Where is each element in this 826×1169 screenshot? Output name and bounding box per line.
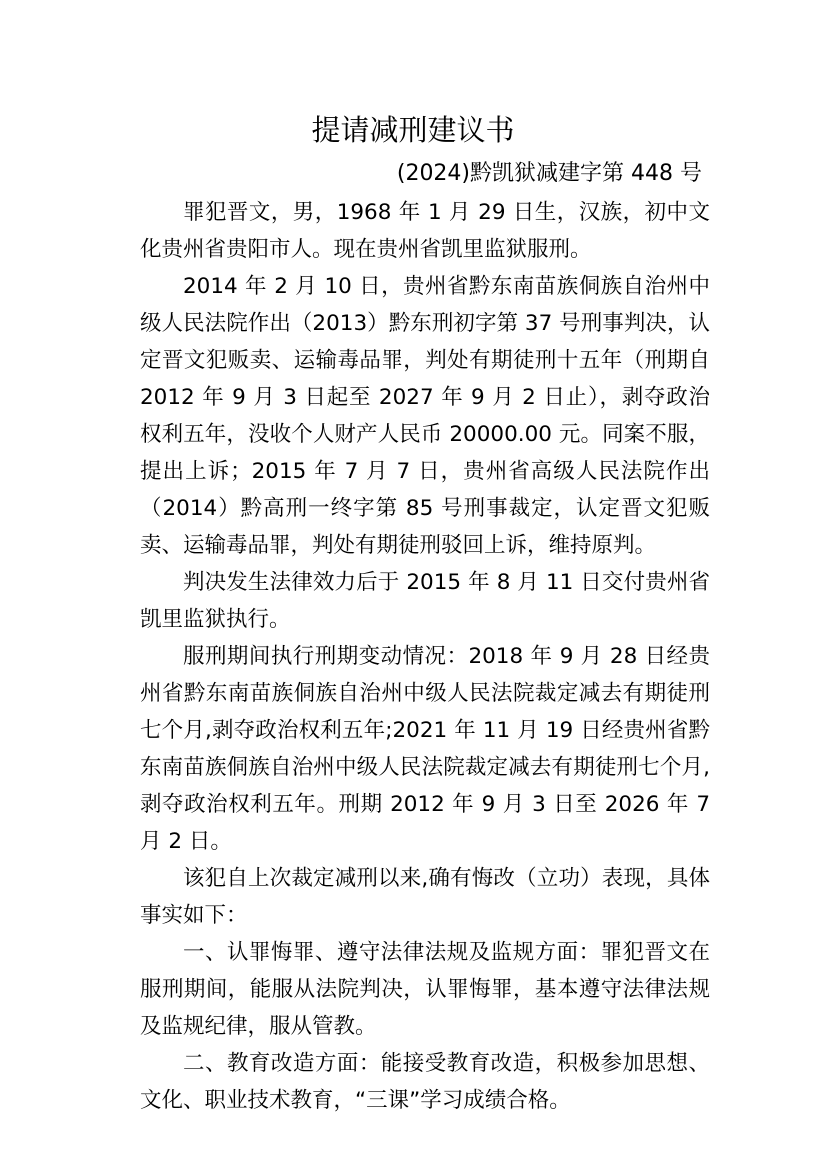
paragraph-law-abiding: 一、认罪悔罪、遵守法律法规及监规方面：罪犯晋文在服刑期间，能服从法院判决，认罪悔罪，基本遵守法律法规及监规纪律，服从管教。 <box>140 940 710 1039</box>
paragraph-criminal-info: 罪犯晋文，男，1968 年 1 月 29 日生，汉族，初中文化贵州省贵阳市人。现在贵州省凯里监狱服刑。 <box>140 200 710 262</box>
paragraph-sentence-changes: 服刑期间执行刑期变动情况：2018 年 9 月 28 日经贵州省黔东南苗族侗族自治州中级人民法院裁定减去有期徒刑七个月,剥夺政治权利五年;2021 年 11 月 19 日经贵州省黔东南苗族侗族自治州中级人民法院裁定减去有期徒刑七个月,剥夺政治权利五年。刑期 2012 年 9 月 3 日至 2026 年 7 月 2 日。 <box>140 644 710 854</box>
paragraph-execution: 判决发生法律效力后于 2015 年 8 月 11 日交付贵州省凯里监狱执行。 <box>140 570 710 632</box>
paragraph-original-judgment: 2014 年 2 月 10 日，贵州省黔东南苗族侗族自治州中级人民法院作出（2013）黔东刑初字第 37 号刑事判决，认定晋文犯贩卖、运输毒品罪，判处有期徒刑十五年（刑期自 2012 年 9 月 3 日起至 2027 年 9 月 2 日止），剥夺政治权利五年，没收个人财产人民币 20000.00 元。同案不服，提出上诉；2015 年 7 月 7 日，贵州省高级人民法院作出（2014）黔高刑一终字第 85 号刑事裁定，认定晋文犯贩卖、运输毒品罪，判处有期徒刑驳回上诉，维持原判。 <box>140 274 710 558</box>
document-title: 提请减刑建议书 <box>311 113 515 147</box>
paragraph-repentance-intro: 该犯自上次裁定减刑以来,确有悔改（立功）表现，具体事实如下： <box>140 866 710 928</box>
document-number: (2024)黔凯狱减建字第 448 号 <box>396 161 702 186</box>
paragraph-education: 二、教育改造方面：能接受教育改造，积极参加思想、文化、职业技术教育，“三课”学习成绩合格。 <box>140 1051 710 1113</box>
document-body <box>140 194 710 1119</box>
